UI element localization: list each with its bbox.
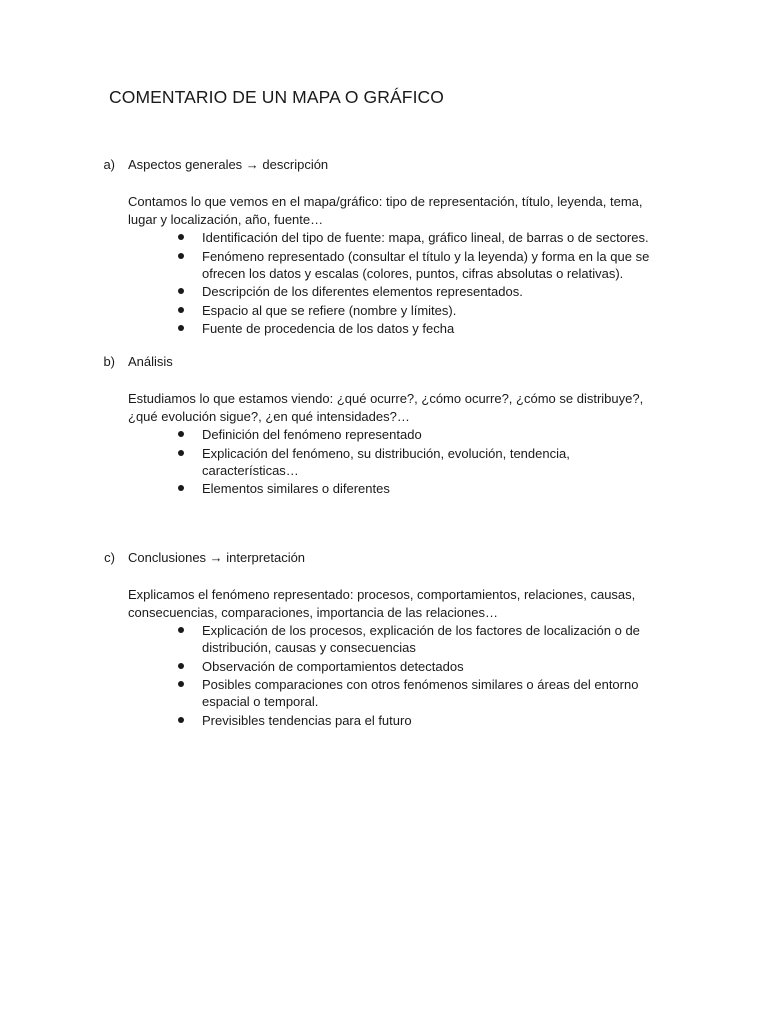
list-item: [202, 283, 662, 300]
list-item-text: Previsibles tendencias para el futuro: [202, 712, 412, 728]
section-heading: [0, 354, 768, 374]
section-intro: Estudiamos lo que estamos viendo: ¿qué ocurre?, ¿cómo ocurre?, ¿cómo se distribuye?, ¿qué evolución sigue?, ¿en qué intensidades?…: [128, 391, 644, 424]
section-title: Aspectos generales → descripción: [128, 157, 329, 172]
list-item: [202, 712, 662, 729]
section-conclusions: [0, 550, 768, 730]
bullet-list: [0, 229, 768, 337]
bullet-icon: [178, 681, 184, 687]
section-title: Conclusiones → interpretación: [128, 550, 306, 565]
section-letter: c): [104, 550, 115, 565]
list-item: [202, 320, 662, 337]
section-intro: Explicamos el fenómeno representado: procesos, comportamientos, relaciones, causas, consecuencias, comparaciones, importancia de las relaciones…: [128, 587, 636, 620]
bullet-icon: [178, 234, 184, 240]
list-item: [202, 658, 662, 675]
page-title: COMENTARIO DE UN MAPA O GRÁFICO: [109, 87, 444, 107]
list-item-text: Explicación de los procesos, explicación de los factores de localización o de distribución, causas y consecuencias: [202, 623, 640, 655]
bullet-icon: [178, 288, 184, 294]
section-heading: [0, 157, 768, 177]
bullet-icon: [178, 717, 184, 723]
list-item: [202, 622, 662, 656]
section-intro: Contamos lo que vemos en el mapa/gráfico: tipo de representación, título, leyenda, tema, lugar y localización, año, fuente…: [128, 194, 643, 227]
list-item-text: Posibles comparaciones con otros fenómenos similares o áreas del entorno espacial o temporal.: [202, 677, 639, 709]
list-item: [202, 248, 662, 282]
bullet-icon: [178, 663, 184, 669]
bullet-icon: [178, 450, 184, 456]
bullet-icon: [178, 307, 184, 313]
list-item-text: Fenómeno representado (consultar el título y la leyenda) y forma en la que se ofrecen los datos y escalas (colores, puntos, cifras absolutas o relativas).: [202, 248, 650, 281]
list-item-text: Identificación del tipo de fuente: mapa, gráfico lineal, de barras o de sectores.: [202, 230, 649, 245]
bullet-icon: [178, 253, 184, 259]
section-analysis: [0, 354, 768, 499]
section-letter: a): [103, 157, 115, 172]
list-item: [202, 445, 662, 479]
list-item-text: Definición del fenómeno representado: [202, 427, 422, 442]
list-item-text: Elementos similares o diferentes: [202, 481, 390, 496]
bullet-icon: [178, 325, 184, 331]
list-item: [202, 302, 662, 319]
list-item-text: Fuente de procedencia de los datos y fecha: [202, 321, 455, 336]
list-item-text: Espacio al que se refiere (nombre y límites).: [202, 302, 457, 318]
section-title: Análisis: [128, 354, 173, 369]
bullet-list: [0, 426, 768, 497]
section-heading: [0, 550, 768, 570]
list-item: [202, 426, 662, 443]
bullet-icon: [178, 627, 184, 633]
list-item-text: Observación de comportamientos detectados: [202, 658, 464, 674]
list-item: [202, 676, 662, 710]
list-item: [202, 229, 662, 246]
list-item-text: Descripción de los diferentes elementos representados.: [202, 284, 523, 299]
bullet-icon: [178, 485, 184, 491]
bullet-icon: [178, 431, 184, 437]
list-item: [202, 480, 662, 497]
bullet-list: [0, 622, 768, 729]
section-letter: b): [103, 354, 115, 369]
list-item-text: Explicación del fenómeno, su distribución, evolución, tendencia, características…: [202, 445, 570, 478]
section-general: [0, 157, 768, 339]
